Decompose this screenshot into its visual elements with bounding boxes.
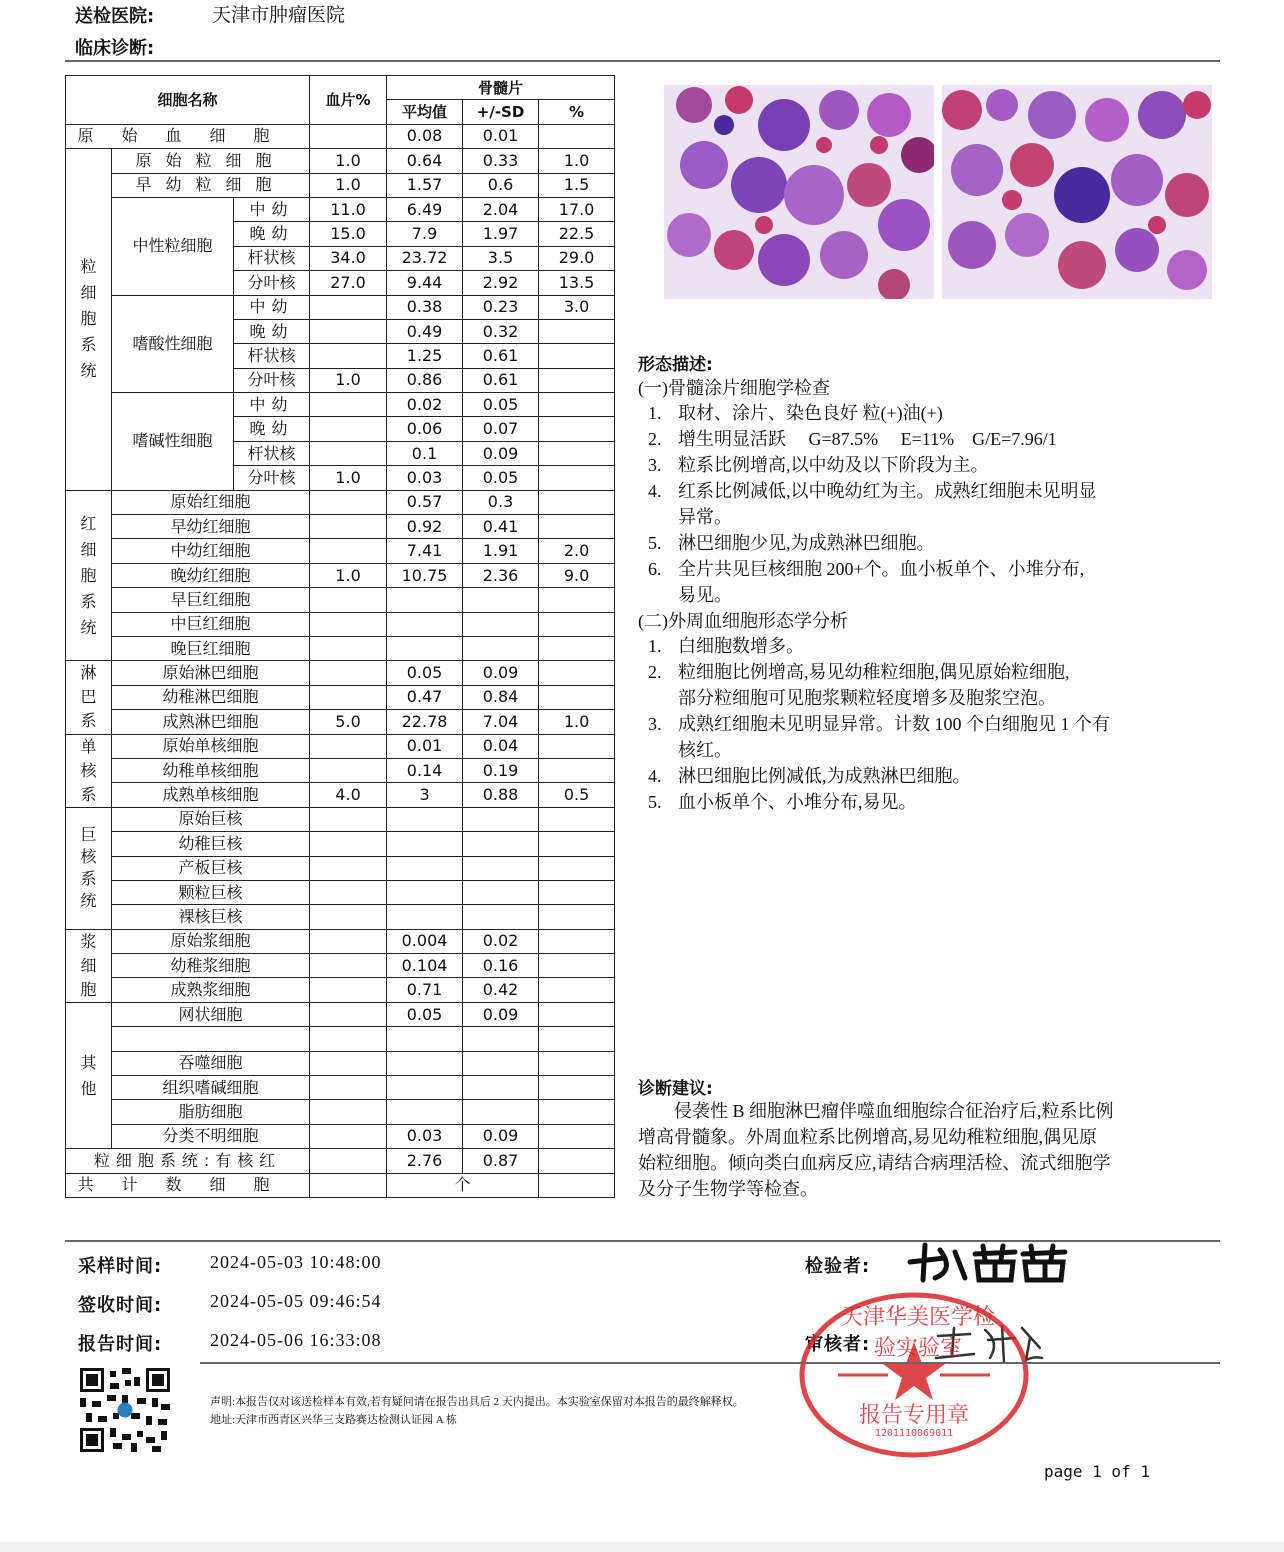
cell-name: 原始淋巴细胞 (112, 661, 310, 685)
table-row (66, 1051, 615, 1075)
table-row (66, 832, 615, 856)
list-item: 6. 全片共见巨核细胞 200+个。血小板单个、小堆分布, (648, 559, 1085, 579)
cell-name: 脂肪细胞 (112, 1100, 310, 1124)
cell-name: 中巨红细胞 (112, 612, 310, 636)
cell-name: 杆状核 (234, 344, 310, 368)
group-lymphoid (66, 661, 112, 734)
table-row (66, 856, 615, 880)
pct-value: 13.5 (539, 271, 615, 295)
sd-value: 1.97 (463, 222, 539, 246)
mean-value: 0.64 (387, 149, 463, 173)
mean-value: 10.75 (387, 563, 463, 587)
group-monocyte (66, 734, 112, 807)
cell-name: 幼稚单核细胞 (112, 758, 310, 782)
sd-value: 0.16 (463, 954, 539, 978)
table-row (66, 758, 615, 782)
mean-value: 0.14 (387, 758, 463, 782)
sd-value: 0.41 (463, 515, 539, 539)
mean-value: 0.49 (387, 319, 463, 343)
cell-name: 原始巨核 (112, 807, 310, 831)
header-rule (65, 60, 1220, 62)
bottom-strip (0, 1542, 1284, 1552)
cell-name: 晚巨红细胞 (112, 636, 310, 660)
table-row (66, 490, 615, 514)
list-item: 5. 淋巴细胞少见,为成熟淋巴细胞。 (648, 533, 935, 553)
group-label: 红 细 胞 系 统 (80, 513, 97, 637)
mean-value: 0.02 (387, 393, 463, 417)
hospital-label: 送检医院: (75, 6, 155, 27)
subgroup-neutrophil: 中性粒细胞 (112, 197, 234, 295)
table-row (66, 612, 615, 636)
cell-name: 晚幼 (234, 319, 310, 343)
cell-name: 吞噬细胞 (112, 1051, 310, 1075)
cell-name: 原始单核细胞 (112, 734, 310, 758)
sd-value: 0.87 (463, 1149, 539, 1173)
cell-name: 分叶核 (234, 271, 310, 295)
cell-name: 组织嗜碱细胞 (112, 1076, 310, 1100)
cell-name: 分叶核 (234, 466, 310, 490)
cell-name: 早幼粒细胞 (112, 173, 310, 197)
table-row (66, 149, 615, 173)
group-plasma (66, 929, 112, 1002)
table-row (66, 393, 615, 417)
group-erythroid (66, 490, 112, 661)
col-blood: 血片% (310, 76, 387, 125)
col-marrow: 骨髓片 (387, 76, 615, 100)
list-item: 3. 成熟红细胞未见明显异常。计数 100 个白细胞见 1 个有 (648, 714, 1110, 734)
diagnosis-text: 侵袭性 B 细胞淋巴瘤伴噬血细胞综合征治疗后,粒系比例 增高骨髓象。外周血粒系比例增高,易见幼稚粒细胞,偶见原 始粒细胞。倾向类白血病反应,请结合病理活检、流式细胞学 及分子生物学等检查。 (638, 1101, 1114, 1199)
subgroup-basophil: 嗜碱性细胞 (112, 393, 234, 491)
list-item: 3. 粒系比例增高,以中幼及以下阶段为主。 (648, 455, 989, 475)
stamp-subtitle: 报告专用章 (858, 1403, 969, 1428)
group-label: 其 他 (80, 1052, 97, 1098)
mean-value: 2.76 (387, 1149, 463, 1173)
mean-value: 0.71 (387, 978, 463, 1002)
pct-value: 29.0 (539, 246, 615, 270)
mean-value: 6.49 (387, 197, 463, 221)
group-other (66, 1002, 112, 1148)
sample-time-label: 采样时间: (78, 1256, 163, 1277)
sd-value: 0.09 (463, 661, 539, 685)
sd-value: 2.04 (463, 197, 539, 221)
mean-value: 0.06 (387, 417, 463, 441)
blood-value: 1.0 (310, 368, 387, 392)
sd-value: 0.07 (463, 417, 539, 441)
cell-name: 成熟淋巴细胞 (112, 710, 310, 734)
cell-name: 幼稚浆细胞 (112, 954, 310, 978)
cell-name: 成熟单核细胞 (112, 783, 310, 807)
sd-value: 0.19 (463, 758, 539, 782)
sample-time-value: 2024-05-03 10:48:00 (210, 1252, 382, 1272)
inspector-label: 检验者: (805, 1256, 871, 1277)
col-cell-name: 细胞名称 (66, 76, 310, 125)
page-indicator: page 1 of 1 (1044, 1462, 1150, 1481)
table-row (66, 197, 615, 221)
pct-value: 1.5 (539, 173, 615, 197)
total-label: 共计数细胞 (66, 1173, 310, 1197)
qr-code-icon (80, 1368, 170, 1452)
mean-value: 0.08 (387, 124, 463, 148)
table-row (66, 880, 615, 904)
mean-value: 0.47 (387, 685, 463, 709)
microscopy-image-2 (942, 85, 1212, 299)
address-text: 地址:天津市西青区兴华三支路赛达检测认证园 A 栋 (210, 1414, 457, 1426)
list-item: 异常。 (678, 507, 732, 527)
mean-value: 1.57 (387, 173, 463, 197)
table-row (66, 1002, 615, 1026)
receive-time-label: 签收时间: (78, 1295, 163, 1316)
table-row (66, 1100, 615, 1124)
hospital-value: 天津市肿瘤医院 (212, 5, 346, 26)
cell-name: 裸核巨核 (112, 905, 310, 929)
group-label: 粒 细 胞 系 统 (80, 257, 97, 381)
cell-name: 原始粒细胞 (112, 149, 310, 173)
mean-value: 3 (387, 783, 463, 807)
diagnosis-title: 诊断建议: (638, 1079, 713, 1099)
diagnosis-label: 临床诊断: (75, 38, 155, 59)
sd-value: 0.88 (463, 783, 539, 807)
microscopy-image-1 (664, 85, 934, 299)
cell-name: 中幼 (234, 295, 310, 319)
cell-name: 分叶核 (234, 368, 310, 392)
morphology-section-1: (一)骨髓涂片细胞学检查 (638, 378, 830, 398)
table-row (66, 636, 615, 660)
mean-value: 0.57 (387, 490, 463, 514)
list-item: 1. 白细胞数增多。 (648, 636, 804, 656)
cell-name: 原始浆细胞 (112, 929, 310, 953)
cell-name: 杆状核 (234, 441, 310, 465)
sd-value: 0.09 (463, 1124, 539, 1148)
report-time-label: 报告时间: (78, 1334, 163, 1355)
mean-value: 0.03 (387, 466, 463, 490)
reviewer-label: 审核者: (805, 1334, 871, 1355)
pct-value: 17.0 (539, 197, 615, 221)
list-item: 核红。 (678, 740, 732, 760)
list-item: 2. 粒细胞比例增高,易见幼稚粒细胞,偶见原始粒细胞, (648, 662, 1070, 682)
table-row (66, 539, 615, 563)
inspector-signature (905, 1240, 1080, 1284)
statement-text: 声明:本报告仅对该送检样本有效,若有疑问请在报告出具后 2 天内提出。本实验室保留对本报告的最终解释权。 (210, 1396, 744, 1408)
group-label: 淋 巴 系 (80, 663, 97, 731)
sd-value: 0.3 (463, 490, 539, 514)
sd-value: 0.42 (463, 978, 539, 1002)
mean-value: 0.004 (387, 929, 463, 953)
table-row (66, 173, 615, 197)
stamp-text: 天津华美医学检验实验室 (840, 1305, 995, 1361)
cell-name: 产板巨核 (112, 856, 310, 880)
sd-value: 0.01 (463, 124, 539, 148)
table-row (66, 905, 615, 929)
cell-name: 中幼 (234, 197, 310, 221)
blood-value: 1.0 (310, 466, 387, 490)
blood-value: 4.0 (310, 783, 387, 807)
mean-value: 0.01 (387, 734, 463, 758)
sd-value: 0.09 (463, 441, 539, 465)
table-row (66, 685, 615, 709)
table-row (66, 295, 615, 319)
pct-value: 3.0 (539, 295, 615, 319)
blood-value: 27.0 (310, 271, 387, 295)
cell-name: 成熟浆细胞 (112, 978, 310, 1002)
mean-value: 0.104 (387, 954, 463, 978)
sd-value: 2.36 (463, 563, 539, 587)
mean-value: 0.92 (387, 515, 463, 539)
mean-value: 0.05 (387, 1002, 463, 1026)
pct-value: 9.0 (539, 563, 615, 587)
cell-name: 幼稚淋巴细胞 (112, 685, 310, 709)
pct-value: 2.0 (539, 539, 615, 563)
cell-name: 晚幼红细胞 (112, 563, 310, 587)
mean-value: 22.78 (387, 710, 463, 734)
group-label: 巨 核 系 统 (80, 825, 97, 911)
sd-value: 2.92 (463, 271, 539, 295)
list-item: 部分粒细胞可见胞浆颗粒轻度增多及胞浆空泡。 (678, 688, 1056, 708)
official-stamp (798, 1290, 1030, 1460)
cell-name: 中幼 (234, 393, 310, 417)
report-time-value: 2024-05-06 16:33:08 (210, 1330, 382, 1350)
sd-value: 0.61 (463, 368, 539, 392)
sd-value: 7.04 (463, 710, 539, 734)
table-row (66, 515, 615, 539)
table-row (66, 978, 615, 1002)
list-item: 1. 取材、涂片、染色良好 粒(+)油(+) (648, 403, 943, 423)
mean-value: 7.41 (387, 539, 463, 563)
sd-value: 1.91 (463, 539, 539, 563)
cell-name: 原始血细胞 (66, 124, 310, 148)
morphology-list-2 (648, 633, 1218, 815)
sd-value: 0.32 (463, 319, 539, 343)
sd-value: 0.33 (463, 149, 539, 173)
mean-value: 0.1 (387, 441, 463, 465)
group-megakaryocyte (66, 807, 112, 929)
table-row (66, 563, 615, 587)
pct-value: 1.0 (539, 149, 615, 173)
blood-value: 1.0 (310, 563, 387, 587)
table-row (66, 661, 615, 685)
table-row (66, 807, 615, 831)
cell-name: 颗粒巨核 (112, 880, 310, 904)
morphology-list-1 (648, 400, 1218, 608)
blood-value: 1.0 (310, 173, 387, 197)
list-item: 5. 血小板单个、小堆分布,易见。 (648, 792, 917, 812)
list-item: 2. 增生明显活跃 G=87.5% E=11% G/E=7.96/1 (648, 429, 1057, 449)
sd-value: 0.84 (463, 685, 539, 709)
morphology-title: 形态描述: (638, 355, 713, 375)
mean-value: 7.9 (387, 222, 463, 246)
list-item: 4. 淋巴细胞比例减低,为成熟淋巴细胞。 (648, 766, 971, 786)
stamp-number: 1201110069011 (874, 1428, 954, 1439)
blood-value: 15.0 (310, 222, 387, 246)
subgroup-eosinophil: 嗜酸性细胞 (112, 295, 234, 393)
sd-value: 0.61 (463, 344, 539, 368)
mean-value: 9.44 (387, 271, 463, 295)
table-row (66, 783, 615, 807)
mean-value: 0.03 (387, 1124, 463, 1148)
total-unit: 个 (387, 1173, 539, 1197)
table-row (66, 588, 615, 612)
group-label: 浆 细 胞 (80, 931, 97, 999)
footer-rule-bottom (200, 1362, 1220, 1364)
col-sd: +/-SD (463, 100, 539, 124)
cell-name: 原始红细胞 (112, 490, 310, 514)
table-row (66, 929, 615, 953)
pct-value: 0.5 (539, 783, 615, 807)
morphology-section-2: (二)外周血细胞形态学分析 (638, 611, 848, 631)
sd-value: 0.04 (463, 734, 539, 758)
cell-name: 幼稚巨核 (112, 832, 310, 856)
table-row (66, 734, 615, 758)
cell-name: 早幼红细胞 (112, 515, 310, 539)
mean-value: 23.72 (387, 246, 463, 270)
col-mean: 平均值 (387, 100, 463, 124)
mean-value: 1.25 (387, 344, 463, 368)
mean-value: 0.38 (387, 295, 463, 319)
sd-value: 0.05 (463, 466, 539, 490)
blood-value: 5.0 (310, 710, 387, 734)
mean-value: 0.86 (387, 368, 463, 392)
cell-name: 早巨红细胞 (112, 588, 310, 612)
table-row (66, 954, 615, 978)
table-row (66, 1173, 615, 1197)
group-label: 单 核 系 (80, 736, 97, 804)
receive-time-value: 2024-05-05 09:46:54 (210, 1291, 382, 1311)
table-row (66, 1124, 615, 1148)
cell-name: 网状细胞 (112, 1002, 310, 1026)
sd-value: 0.6 (463, 173, 539, 197)
sd-value: 0.09 (463, 1002, 539, 1026)
col-pct: % (539, 100, 615, 124)
mean-value: 0.05 (387, 661, 463, 685)
pct-value: 22.5 (539, 222, 615, 246)
table-row (66, 710, 615, 734)
list-item: 4. 红系比例减低,以中晚幼红为主。成熟红细胞未见明显 (648, 481, 1097, 501)
cell-name: 晚幼 (234, 417, 310, 441)
sd-value: 0.23 (463, 295, 539, 319)
table-row (66, 1027, 615, 1051)
pct-value: 1.0 (539, 710, 615, 734)
cell-name: 晚幼 (234, 222, 310, 246)
table-row (66, 1149, 615, 1173)
blood-value: 11.0 (310, 197, 387, 221)
cell-name: 中幼红细胞 (112, 539, 310, 563)
blood-value: 34.0 (310, 246, 387, 270)
sd-value: 0.05 (463, 393, 539, 417)
cell-count-table (65, 75, 615, 1198)
list-item: 易见。 (678, 585, 732, 605)
table-row (66, 124, 615, 148)
cell-name: 分类不明细胞 (112, 1124, 310, 1148)
ratio-label: 粒细胞系统:有核红 (66, 1149, 310, 1173)
blood-value: 1.0 (310, 149, 387, 173)
cell-name: 杆状核 (234, 246, 310, 270)
sd-value: 0.02 (463, 929, 539, 953)
group-granulocyte (66, 149, 112, 490)
sd-value: 3.5 (463, 246, 539, 270)
table-row (66, 1076, 615, 1100)
